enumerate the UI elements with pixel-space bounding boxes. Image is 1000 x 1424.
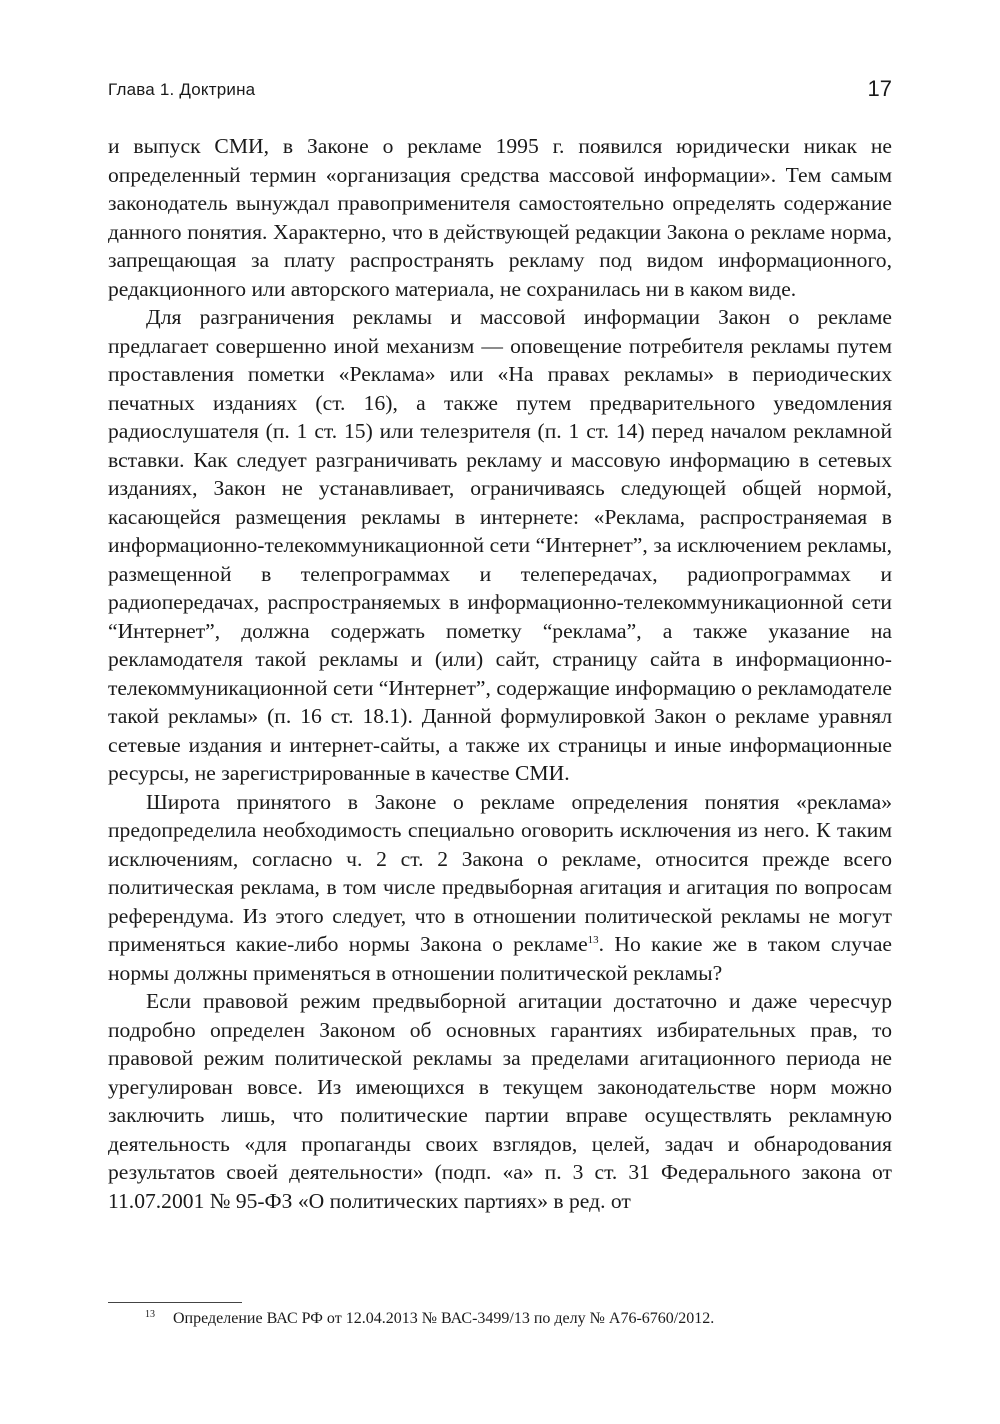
footnote-reference: 13 [587,933,599,946]
paragraph [108,987,892,1215]
paragraph-text: . Но какие же в таком случае нормы должны применяться в отношении политической рекламы? [108,932,892,985]
chapter-title: Глава 1. Доктрина [108,80,256,99]
footnote-number: 13 [145,1308,155,1320]
paragraph-text: Если правовой режим предвыборной агитации достаточно и даже чересчур подробно определен Законом об основных гарантиях избирательных прав, то правовой режим политической рекламы за пределами агитационного периода не урегулирован вовсе. Из имеющихся в текущем законодательстве норм можно заключить лишь, что политические партии вправе осуществлять рекламную деятельность «для пропаганды своих взглядов, целей, задач и обнародования результатов своей деятельности» (подп. «а» п. 3 ст. 31 Федерального закона от 11.07.2001 № 95-ФЗ «О политических партиях» в ред. от [108,989,892,1213]
paragraph-text: Широта принятого в Законе о рекламе определения понятия «реклама» предопределила необходимость специально оговорить исключения из него. К таким исключениям, согласно ч. 2 ст. 2 Закона о рекламе, относится прежде всего политическая реклама, в том числе предвыборная агитация и агитация по вопросам референдума. Из этого следует, что в отношении политической рекламы не могут применяться какие-либо нормы Закона о рекламе [108,789,892,956]
paragraph-text: Для разграничения рекламы и массовой информации Закон о рекламе предлагает совершенно иной механизм — оповещение потребителя рекламы путем проставления пометки «Реклама» или «На правах рекламы» в периодических печатных изданиях (ст. 16), а также путем предварительного уведомления радиослушателя (п. 1 ст. 15) или телезрителя (п. 1 ст. 14) перед началом рекламной вставки. Как следует разграничивать рекламу и массовую информацию в сетевых изданиях, Закон не устанавливает, ограничиваясь следующей общей нормой, касающейся размещения рекламы в интернете: «Реклама, распространяемая в информационно-телекоммуникационной сети “Интернет”, за исключением рекламы, размещенной в телепрограммах и телепередачах, радиопрограммах и радиопередачах, распространяемых в информационно-телекоммуникационной сети “Интернет”, должна содержать пометку “реклама”, а также указание на рекламодателя такой рекламы и (или) сайт, страницу сайта в информационно-телекоммуникационной сети “Интернет”, содержащие информацию о рекламодателе такой рекламы» (п. 16 ст. 18.1). Данной формулировкой Закон о рекламе уравнял сетевые издания и интернет-сайты, а также их страницы и иные информационные ресурсы, не зарегистрированные в качестве СМИ. [108,305,892,785]
paragraph-text: и выпуск СМИ, в Законе о рекламе 1995 г. появился юридически никак не определенный термин «организация средства массовой информации». Тем самым законодатель вынуждал правоприменителя самостоятельно определять содержание данного понятия. Характерно, что в действующей редакции Закона о рекламе норма, запрещающая за плату распространять рекламу под видом информационного, редакционного или авторского материала, не сохранилась ни в каком виде. [108,134,892,301]
footnote-text: Определение ВАС РФ от 12.04.2013 № ВАС-3499/13 по делу № А76-6760/2012. [173,1310,715,1327]
paragraph [108,132,892,303]
running-header [108,76,892,104]
paragraph [108,788,892,988]
footnote [145,1308,895,1330]
main-text [108,132,892,1215]
page-number: 17 [867,76,892,101]
paragraph [108,303,892,788]
footnote-divider [108,1302,242,1303]
